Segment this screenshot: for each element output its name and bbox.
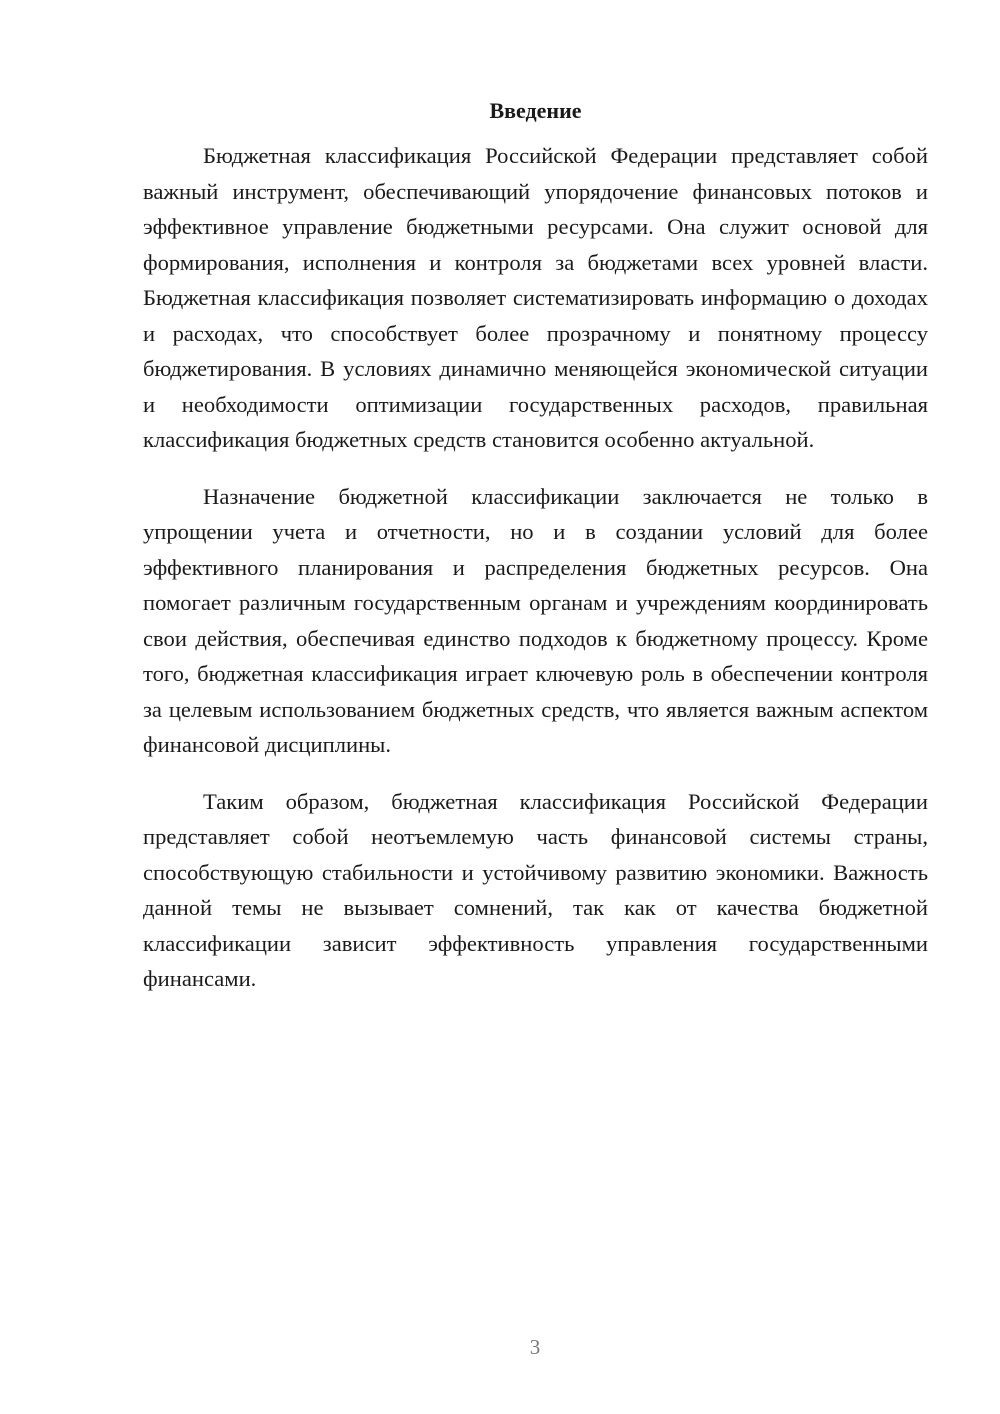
page-number: 3 (529, 1335, 541, 1359)
paragraph-3: Таким образом, бюджетная классификация Российской Федерации представляет собой неотъемлемую часть финансовой системы страны, способствующую стабильности и устойчивому развитию экономики. Важность данной темы не вызывает сомнений, так как от качества бюджетной классификации зависит эффективность управления государственными финансами. (143, 788, 928, 991)
paragraph-2: Назначение бюджетной классификации заключается не только в упрощении учета и отчетности, но и в создании условий для более эффективного планирования и распределения бюджетных ресурсов. Она помогает различным государственным органам и учреждениям координировать свои действия, обеспечивая единство подходов к бюджетному процессу. Кроме того, бюджетная классификация играет ключевую роль в обеспечении контроля за целевым использованием бюджетных средств, что является важным аспектом финансовой дисциплины. (143, 483, 928, 757)
page-content (143, 96, 928, 1018)
paragraph-1: Бюджетная классификация Российской Федерации представляет собой важный инструмент, обеспечивающий упорядочение финансовых потоков и эффективное управление бюджетными ресурсами. Она служит основой для формирования, исполнения и контроля за бюджетами всех уровней власти. Бюджетная классификация позволяет систематизировать информацию о доходах и расходах, что способствует более прозрачному и понятному процессу бюджетирования. В условиях динамично меняющейся экономической ситуации и необходимости оптимизации государственных расходов, правильная классификация бюджетных средств становится особенно актуальной. (143, 143, 928, 452)
section-heading: Введение (489, 98, 582, 123)
